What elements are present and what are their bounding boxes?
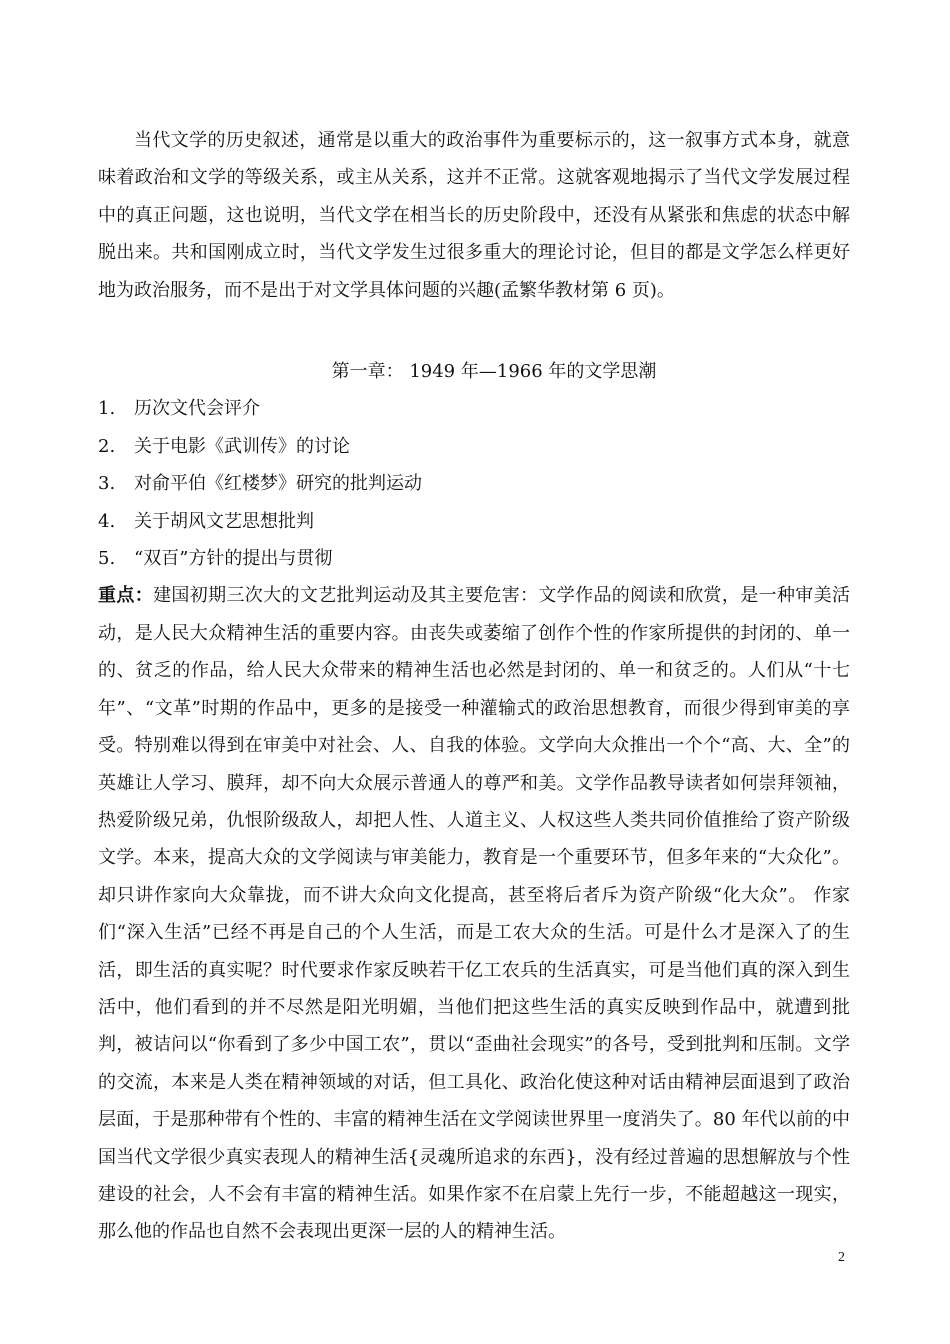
key-point-text: 建国初期三次大的文艺批判运动及其主要危害：文学作品的阅读和欣赏，是一种审美活动，是人民大众精神生活的重要内容。由丧失或萎缩了创作个性的作家所提供的封闭的、单一的、贫乏的作品，给人民大众带来的精神生活也必然是封闭的、单一和贫乏的。人们从“十七年”、“文革”时期的作品中，更多的是接受一种灌输式的政治思想教育，而很少得到审美的享受。特别难以得到在审美中对社会、人、自我的体验。文学向大众推出一个个“高、大、全”的英雄让人学习、膜拜，却不向大众展示普通人的尊严和美。文学作品教导读者如何崇拜领袖，热爱阶级兄弟，仇恨阶级敌人，却把人性、人道主义、人权这些人类共同价值推给了资产阶级文学。本来，提高大众的文学阅读与审美能力，教育是一个重要环节，但多年来的“大众化”。却只讲作家向大众靠拢，而不讲大众向文化提高，甚至将后者斥为资产阶级“化大众”。 作家们“深入生活”已经不再是自己的个人生活，而是工农大众的生活。可是什么才是深入了的生活，即生活的真实呢？时代要求作家反映若干亿工农兵的生活真实，可是当他们真的深入到生活中，他们看到的并不尽然是阳光明媚，当他们把这些生活的真实反映到作品中，就遭到批判，被诘问以“你看到了多少中国工农”，贯以“歪曲社会现实”的各号，受到批判和压制。文学的交流，本来是人类在精神领域的对话，但工具化、政治化使这种对话由精神层面退到了政治层面，于是那种带有个性的、丰富的精神生活在文学阅读世界里一度消失了。80 年代以前的中国当代文学很少真实表现人的精神生活{灵魂所追求的东西}，没有经过普遍的思想解放与个性建设的社会，人不会有丰富的精神生活。如果作家不在启蒙上先行一步，不能超越这一现实，那么他的作品也自然不会表现出更深一层的人的精神生活。	[98, 585, 851, 1243]
list-item	[98, 390, 850, 427]
list-item-number: 3.	[98, 473, 116, 495]
list-item	[98, 428, 850, 465]
list-item-text: “双百”方针的提出与贯彻	[134, 548, 333, 570]
list-item-text: 关于胡风文艺思想批判	[134, 510, 314, 532]
key-point-paragraph	[98, 577, 850, 1250]
list-item-text: 对俞平伯《红楼梦》研究的批判运动	[134, 473, 422, 495]
key-point-label: 重点：	[98, 585, 154, 607]
list-item-number: 2.	[98, 435, 116, 457]
list-item	[98, 465, 850, 502]
list-item-number: 5.	[98, 548, 116, 570]
page-number: 2	[838, 1250, 845, 1265]
list-item-number: 1.	[98, 398, 116, 420]
list-item	[98, 503, 850, 540]
document-page	[98, 122, 850, 1251]
list-item	[98, 540, 850, 577]
list-item-number: 4.	[98, 510, 116, 532]
chapter-topic-list	[98, 390, 850, 577]
chapter-title: 第一章： 1949 年—1966 年的文学思潮	[331, 361, 657, 383]
list-item-text: 关于电影《武训传》的讨论	[134, 435, 350, 457]
intro-paragraph: 当代文学的历史叙述，通常是以重大的政治事件为重要标示的，这一叙事方式本身，就意味着政治和文学的等级关系，或主从关系，这并不正常。这就客观地揭示了当代文学发展过程中的真正问题，这也说明，当代文学在相当长的历史阶段中，还没有从紧张和焦虑的状态中解脱出来。共和国刚成立时，当代文学发生过很多重大的理论讨论，但目的都是文学怎么样更好地为政治服务，而不是出于对文学具体问题的兴趣(孟繁华教材第 6 页)。	[98, 130, 850, 301]
list-item-text: 历次文代会评介	[134, 398, 260, 420]
